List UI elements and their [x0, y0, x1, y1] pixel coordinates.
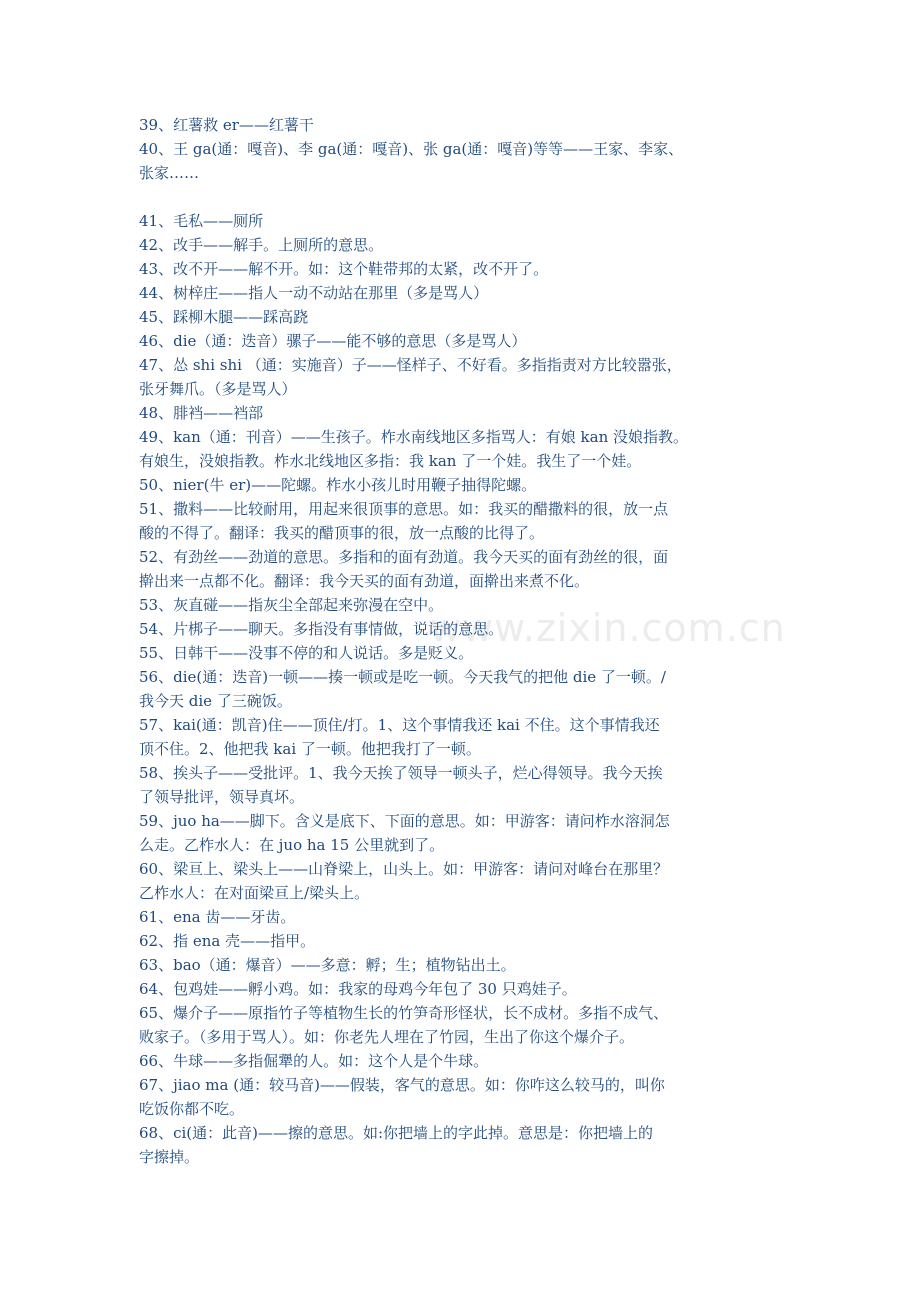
text-line: 39、红薯救 er——红薯干 — [139, 116, 314, 134]
text-line: 44、树梓庄——指人一动不动站在那里（多是骂人） — [139, 284, 489, 302]
text-line: 么走。乙柞水人：在 juo ha 15 公里就到了。 — [139, 836, 445, 854]
text-line: 58、挨头子——受批评。1、我今天挨了领导一顿头子，烂心得领导。我今天挨 — [139, 764, 663, 782]
text-line: 48、腓裆——裆部 — [139, 404, 264, 422]
text-line: 43、改不开——解不开。如：这个鞋带邦的太紧，改不开了。 — [139, 260, 549, 278]
text-line: 52、有劲丝——劲道的意思。多指和的面有劲道。我今天买的面有劲丝的很，面 — [139, 548, 669, 566]
text-line: 顶不住。2、他把我 kai 了一顿。他把我打了一顿。 — [139, 740, 481, 758]
text-line: 60、梁亘上、梁头上——山脊梁上，山头上。如：甲游客：请问对峰台在那里？ — [139, 860, 669, 878]
text-line: 53、灰直碰——指灰尘全部起来弥漫在空中。 — [139, 596, 444, 614]
text-line: 酸的不得了。翻译：我买的醋顶事的很，放一点酸的比得了。 — [139, 524, 545, 542]
text-line: 51、撒料——比较耐用，用起来很顶事的意思。如：我买的醋撒料的很，放一点 — [139, 500, 669, 518]
text-line: 67、jiao ma (通：较马音)——假装，客气的意思。如：你咋这么较马的，叫你 — [139, 1076, 665, 1094]
text-line: 47、怂 shi shi （通：实施音）子——怪样子、不好看。多指指责对方比较嚣张， — [139, 356, 682, 374]
text-line: 我今天 die 了三碗饭。 — [139, 692, 292, 710]
text-line: 61、ena 齿——牙齿。 — [139, 908, 296, 926]
text-line: 吃饭你都不吃。 — [139, 1100, 245, 1118]
text-line: 张家…… — [139, 164, 200, 182]
text-line: 62、指 ena 壳——指甲。 — [139, 932, 316, 950]
text-line: 49、kan（通：刊音）——生孩子。柞水南线地区多指骂人：有娘 kan 没娘指教。 — [139, 428, 689, 446]
text-line: 张牙舞爪。（多是骂人） — [139, 380, 297, 398]
text-line: 64、包鸡娃——孵小鸡。如：我家的母鸡今年包了 30 只鸡娃子。 — [139, 980, 577, 998]
text-line: 63、bao（通：爆音）——多意：孵；生；植物钻出土。 — [139, 956, 516, 974]
text-line: 有娘生，没娘指教。柞水北线地区多指：我 kan 了一个娃。我生了一个娃。 — [139, 452, 642, 470]
text-line: 42、改手——解手。上厕所的意思。 — [139, 236, 384, 254]
text-line: 65、爆介子——原指竹子等植物生长的竹笋奇形怪状，长不成材。多指不成气、 — [139, 1004, 669, 1022]
text-line: 57、kai(通：凯音)住——顶住/打。1、这个事情我还 kai 不住。这个事情我还 — [139, 716, 660, 734]
text-line: 50、nier(牛 er)——陀螺。柞水小孩儿时用鞭子抽得陀螺。 — [139, 476, 537, 494]
text-line: 40、王 ga(通：嘎音)、李 ga(通：嘎音)、张 ga(通：嘎音)等等——王家、李家、 — [139, 140, 684, 158]
text-line: 46、die（通：迭音）骡子——能不够的意思（多是骂人） — [139, 332, 527, 350]
text-line: 乙柞水人：在对面梁亘上/梁头上。 — [139, 884, 370, 902]
text-line: 59、juo ha——脚下。含义是底下、下面的意思。如：甲游客：请问柞水溶洞怎 — [139, 812, 670, 830]
text-line: 55、日韩干——没事不停的和人说话。多是贬义。 — [139, 644, 474, 662]
text-line: 了领导批评，领导真坏。 — [139, 788, 305, 806]
text-line: 66、牛球——多指倔犟的人。如：这个人是个牛球。 — [139, 1052, 489, 1070]
text-line: 45、踩柳木腿——踩高跷 — [139, 308, 309, 326]
text-line: 54、片梆子——聊天。多指没有事情做，说话的意思。 — [139, 620, 504, 638]
document-body — [139, 113, 781, 1169]
text-line: 56、die(通：迭音)一顿——揍一顿或是吃一顿。今天我气的把他 die 了一顿。/ — [139, 668, 666, 686]
blank-line — [139, 185, 781, 209]
text-line: 68、ci(通：此音)——擦的意思。如:你把墙上的字此掉。意思是：你把墙上的 — [139, 1124, 654, 1142]
text-line: 41、毛私——厕所 — [139, 212, 264, 230]
text-line: 字擦掉。 — [139, 1148, 200, 1166]
text-line: 擀出来一点都不化。翻译：我今天买的面有劲道，面擀出来煮不化。 — [139, 572, 590, 590]
watermark: www.zixin.com.cn — [430, 606, 786, 650]
text-line: 败家子。（多用于骂人）。如：你老先人埋在了竹园，生出了你这个爆介子。 — [139, 1028, 635, 1046]
